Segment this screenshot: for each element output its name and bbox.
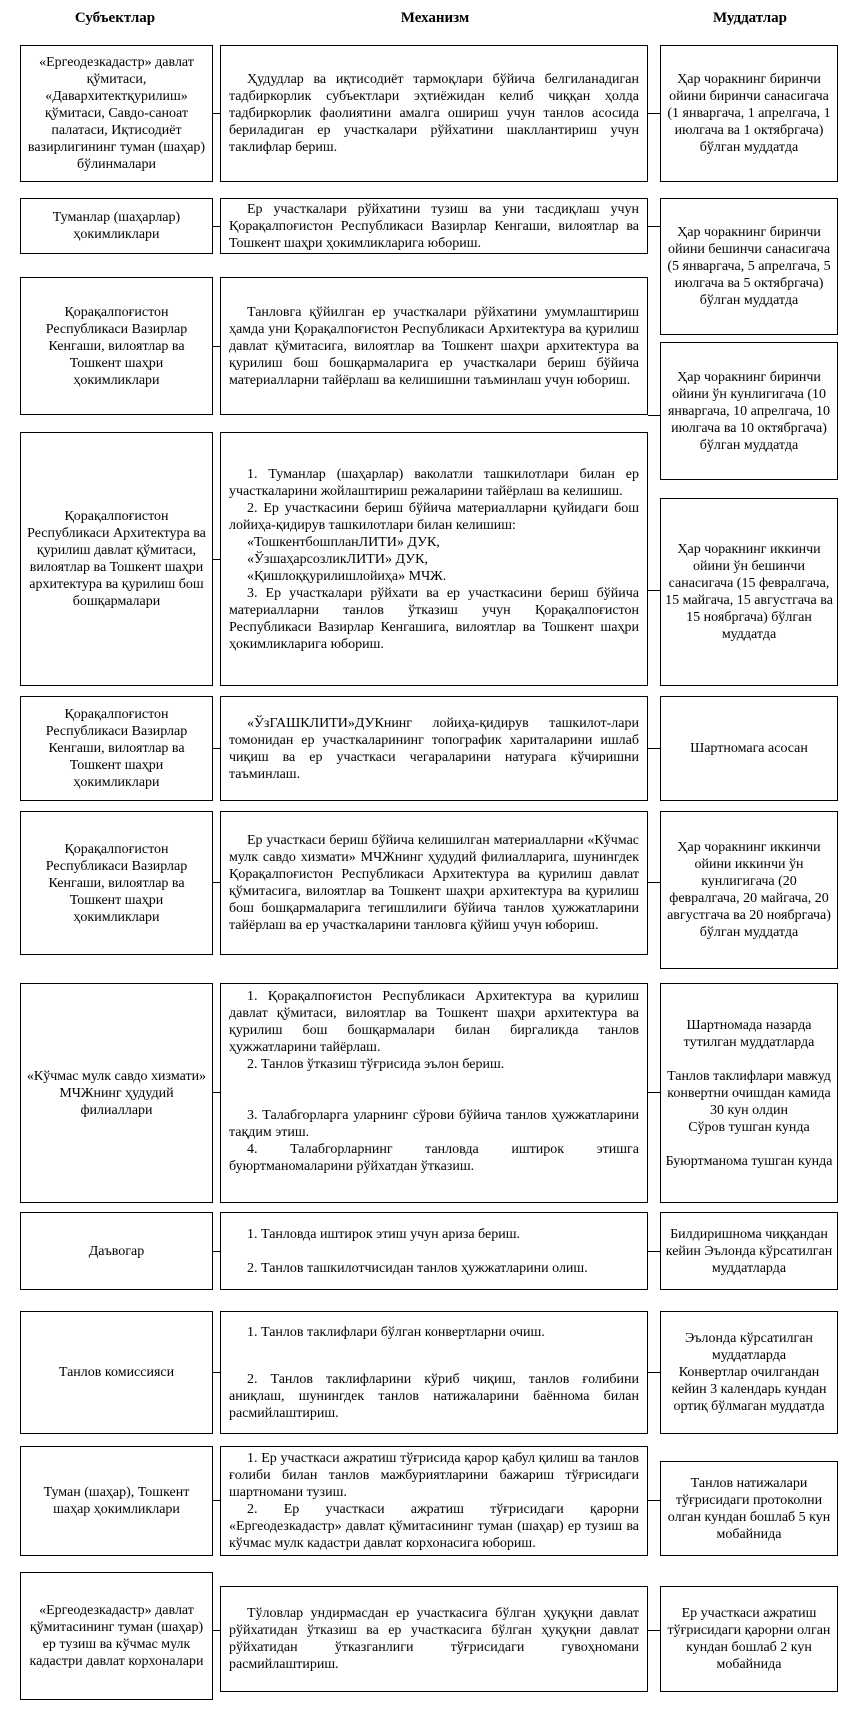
subject-cell: Қорақалпоғистон Республикаси Вазирлар Кенгаши, вилоятлар ва Тошкент шаҳри ҳокимликлари	[20, 696, 213, 801]
mechanism-cell: 1. Туманлар (шаҳарлар) ваколатли ташкилотлари билан ер участкаларини жойлаштириш режаларини тайёрлаш ва келишиш. 2. Ер участкасини бериш бўйича материалларни қуйидаги бош лойиҳа-қидирув ташкилотлари билан келишиш: «ТошкентбошпланЛИТИ» ДУК, «ЎзшаҳарсозликЛИТИ» ДУК, «Қишлоққурилишлойиҳа» МЧЖ. 3. Ер участкалари рўйхати ва ер участкасини бериш бўйича материалларни танлов ўтказиш учун Қорақалпоғистон Республикаси Вазирлар Кенгашига, вилоятлар ва Тошкент шаҳри ҳокимликларига юбориш.	[220, 432, 648, 686]
connector-line	[648, 590, 660, 591]
column-header-mechanism: Механизм	[400, 10, 470, 26]
subject-cell: Туман (шаҳар), Тошкент шаҳар ҳокимликлари	[20, 1446, 213, 1556]
connector-line	[213, 1630, 220, 1631]
term-cell: Ҳар чоракнинг биринчи ойини бешинчи санасигача (5 январгача, 5 апрелгача, 5 июлгача ва 5 октябргача) бўлган муддатда	[660, 198, 838, 335]
connector-line	[213, 882, 220, 883]
mechanism-cell: Ер участкаси бериш бўйича келишилган материалларни «Кўчмас мулк савдо хизмати» МЧЖнинг ҳудудий филиалларига, шунингдек Қорақалпоғистон Республикаси Архитектура ва қурилиш давлат қўмитасига, вилоятлар ва Тошкент шаҳри архитектура ва қурилиш бош бошқармаларига тегишлилиги бўйича танлов ҳужжатларини тайёрлаш ва ер участкаларини танловга қўйиш учун юбориш.	[220, 811, 648, 955]
mechanism-cell: 1. Танлов таклифлари бўлган конвертларни очиш. 2. Танлов таклифларини кўриб чиқиш, танлов ғолибини аниқлаш, шунингдек танлов натижаларини баённома билан расмийлаштириш.	[220, 1311, 648, 1434]
mechanism-cell: 1. Танловда иштирок этиш учун ариза бериш. 2. Танлов ташкилотчисидан танлов ҳужжатларини олиш.	[220, 1212, 648, 1290]
connector-line	[648, 1372, 660, 1373]
connector-line	[648, 1630, 660, 1631]
connector-line	[213, 1372, 220, 1373]
column-header-terms: Муддатлар	[712, 10, 788, 26]
term-cell: Ҳар чоракнинг биринчи ойини ўн кунлигигача (10 январгача, 10 апрелгача, 10 июлгача ва 10 октябргача) бўлган муддатда	[660, 342, 838, 480]
subject-cell: Қорақалпоғистон Республикаси Вазирлар Кенгаши, вилоятлар ва Тошкент шаҳри ҳокимликлари	[20, 277, 213, 415]
connector-line	[648, 1251, 660, 1252]
connector-line	[648, 882, 660, 883]
connector-line	[213, 748, 220, 749]
connector-line	[213, 1251, 220, 1252]
subject-cell: Туманлар (шаҳарлар) ҳокимликлари	[20, 198, 213, 254]
term-cell: Билдиришнома чиққандан кейин Эълонда кўрсатилган муддатларда	[660, 1212, 838, 1290]
subject-cell: «Ергеодезкадастр» давлат қўмитасининг туман (шаҳар) ер тузиш ва кўчмас мулк кадастри давлат корхоналари	[20, 1572, 213, 1700]
term-cell: Шартномага асосан	[660, 696, 838, 801]
connector-line	[648, 415, 660, 416]
mechanism-cell: 1. Қорақалпоғистон Республикаси Архитектура ва қурилиш давлат қўмитаси, вилоятлар ва Тошкент шаҳри архитектура ва қурилиш бош бошқармалари билан биргаликда танлов ҳужжатларини тайёрлаш. 2. Танлов ўтказиш тўғрисида эълон бериш. 3. Талабгорларга уларнинг сўрови бўйича танлов ҳужжатларини тақдим этиш. 4. Талабгорларнинг танловда иштирок этишга буюртманомаларини рўйхатдан ўтказиш.	[220, 983, 648, 1203]
connector-line	[213, 346, 220, 347]
term-cell: Ҳар чоракнинг биринчи ойини биринчи санасигача (1 январгача, 1 апрелгача, 1 июлгача ва 1 октябргача) бўлган муддатда	[660, 45, 838, 182]
term-cell: Танлов натижалари тўғрисидаги протоколни олган кундан бошлаб 5 кун мобайнида	[660, 1461, 838, 1556]
subject-cell: «Ергеодезкадастр» давлат қўмитаси, «Давархитектқурилиш» қўмитаси, Савдо-саноат палатаси, Иқтисодиёт вазирлигининг туман (шаҳар) бўлинмалари	[20, 45, 213, 182]
mechanism-cell: Ер участкалари рўйхатини тузиш ва уни тасдиқлаш учун Қорақалпоғистон Республикаси Вазирлар Кенгаши, вилоятлар ва Тошкент шаҳри ҳокимликларига юбориш.	[220, 198, 648, 254]
mechanism-cell: Танловга қўйилган ер участкалари рўйхатини умумлаштириш ҳамда уни Қорақалпоғистон Республикаси Архитектура ва қурилиш давлат қўмитасига, вилоятлар ва Тошкент шаҳри архитектура ва қурилиш бош бошқармаларига ер участкалари бериш бўйича материалларни тайёрлаш ва келишишни таъминлаш учун юбориш.	[220, 277, 648, 415]
connector-line	[648, 1092, 660, 1093]
connector-line	[648, 113, 660, 114]
mechanism-cell: Ҳудудлар ва иқтисодиёт тармоқлари бўйича белгиланадиган тадбиркорлик субъектлари эҳтиёжидан келиб чиққан ҳолда тадбиркорлик фаолиятини амалга ошириш учун танлов асосида бериладиган ер участкалари рўйхатини шакллантириш учун таклифлар бериш.	[220, 45, 648, 182]
subject-cell: Даъвогар	[20, 1212, 213, 1290]
term-cell: Ер участкаси ажратиш тўғрисидаги қарорни олган кундан бошлаб 2 кун мобайнида	[660, 1586, 838, 1692]
mechanism-cell: 1. Ер участкаси ажратиш тўғрисида қарор қабул қилиш ва танлов ғолиби билан танлов мажбуриятларини бажариш тўғрисидаги шартномани тузиш. 2. Ер участкаси ажратиш тўғрисидаги қарорни «Ергеодезкадастр» давлат қўмитасининг туман (шаҳар) ер тузиш ва кўчмас мулк кадастри давлат корхонасига юбориш.	[220, 1446, 648, 1556]
term-cell: Ҳар чоракнинг иккинчи ойини иккинчи ўн кунлигигача (20 февралгача, 20 майгача, 20 августгача ва 20 ноябргача) бўлган муддатда	[660, 811, 838, 969]
term-cell: Эълонда кўрсатилган муддатларда Конвертлар очилгандан кейин 3 календарь кундан ортиқ бўлмаган муддатда	[660, 1311, 838, 1434]
connector-line	[213, 1092, 220, 1093]
column-header-subjects: Субъектлар	[74, 10, 156, 26]
term-cell: Шартномада назарда тутилган муддатларда Танлов таклифлари мавжуд конвертни очишдан камида 30 кун олдин Сўров тушган кунда Буюртманома тушган кунда	[660, 983, 838, 1203]
connector-line	[648, 226, 660, 227]
subject-cell: Қорақалпоғистон Республикаси Архитектура ва қурилиш давлат қўмитаси, вилоятлар ва Тошкент шаҳри архитектура ва қурилиш бош бошқармалари	[20, 432, 213, 686]
connector-line	[213, 1500, 220, 1501]
subject-cell: Танлов комиссияси	[20, 1311, 213, 1434]
connector-line	[648, 748, 660, 749]
subject-cell: Қорақалпоғистон Республикаси Вазирлар Кенгаши, вилоятлар ва Тошкент шаҳри ҳокимликлари	[20, 811, 213, 955]
subject-cell: «Кўчмас мулк савдо хизмати» МЧЖнинг ҳудудий филиаллари	[20, 983, 213, 1203]
connector-line	[213, 226, 220, 227]
mechanism-cell: «ЎзГАШКЛИТИ»ДУКнинг лойиҳа-қидирув ташкилот-лари томонидан ер участкаларининг топографик хариталарини ишлаб чиқиш ва ер участкаси чегараларини натурага кўчиришни таъминлаш.	[220, 696, 648, 801]
term-cell: Ҳар чоракнинг иккинчи ойини ўн бешинчи санасигача (15 февралгача, 15 майгача, 15 августгача ва 15 ноябргача) бўлган муддатда	[660, 498, 838, 686]
connector-line	[648, 1500, 660, 1501]
connector-line	[213, 113, 220, 114]
mechanism-cell: Тўловлар ундирмасдан ер участкасига бўлган ҳуқуқни давлат рўйхатидан ўтказиш ва ер участкасига бўлган ҳуқуқни давлат рўйхатидан ўтказганлиги тўғрисидаги гувоҳномани расмийлаштириш.	[220, 1586, 648, 1692]
connector-line	[213, 559, 220, 560]
